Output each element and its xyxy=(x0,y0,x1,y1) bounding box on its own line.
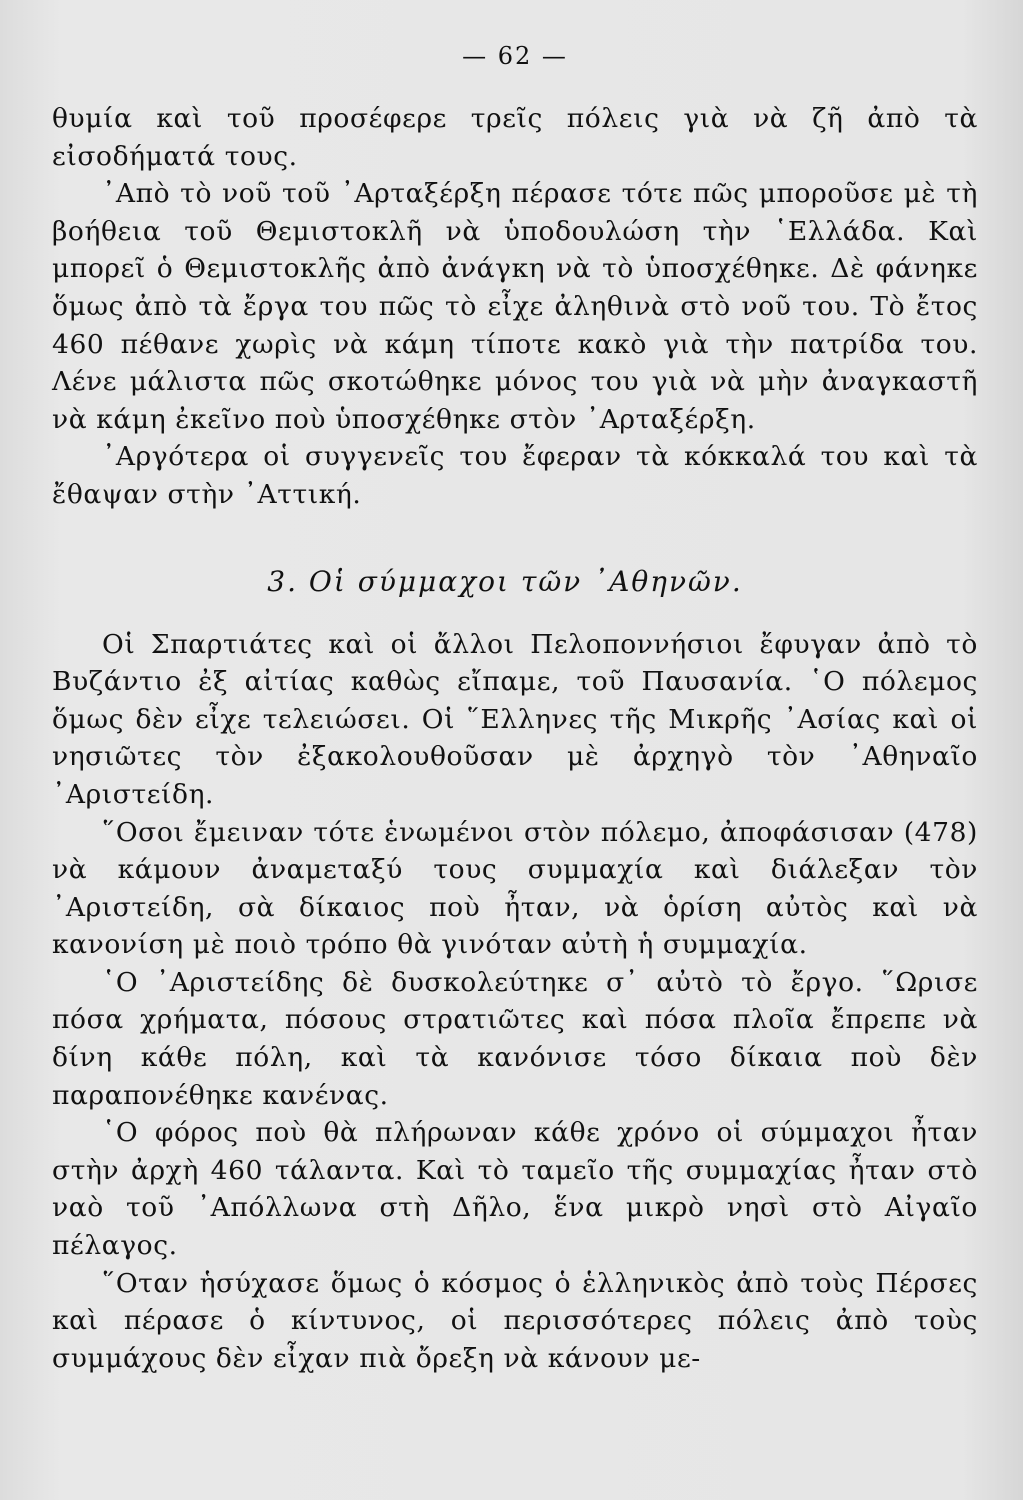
paragraph: ῞Οσοι ἔμειναν τότε ἑνωμένοι στὸν πόλεμο, ἀποφάσισαν (478) νὰ κάμουν ἀναμεταξύ τους συμμαχία καὶ διάλεξαν τὸν ᾿Αριστείδη, σὰ δίκαιος ποὺ ἦταν, νὰ ὁρίση αὐτὸς καὶ νὰ κανονίση μὲ ποιὸ τρόπο θὰ γινόταν αὐτὴ ἡ συμμαχία. xyxy=(52,816,978,961)
section-heading: 3. Οἱ σύμμαχοι τῶν ᾿Αθηνῶν. xyxy=(267,564,743,598)
body-text xyxy=(52,100,978,1377)
paragraph: Οἱ Σπαρτιάτες καὶ οἱ ἄλλοι Πελοποννήσιοι ἔφυγαν ἀπὸ τὸ Βυζάντιο ἐξ αἰτίας καθὼς εἴπαμε, τοῦ Παυσανία. ῾Ο πόλεμος ὅμως δὲν εἶχε τελειώσει. Οἱ ῞Ελληνες τῆς Μικρῆς ᾿Ασίας καὶ οἱ νησιῶτες τὸν ἐξακολουθοῦσαν μὲ ἀρχηγὸ τὸν ᾿Αθηναῖο ᾿Αριστείδη. xyxy=(52,628,978,810)
page-number: — 62 — xyxy=(462,42,568,70)
paragraph: ᾿Απὸ τὸ νοῦ τοῦ ᾿Αρταξέρξη πέρασε τότε πῶς μποροῦσε μὲ τὴ βοήθεια τοῦ Θεμιστοκλῆ νὰ ὑποδουλώση τὴν ῾Ελλάδα. Καὶ μπορεῖ ὁ Θεμιστοκλῆς ἀπὸ ἀνάγκη νὰ τὸ ὑποσχέθηκε. Δὲ φάνηκε ὅμως ἀπὸ τὰ ἔργα του πῶς τὸ εἶχε ἀληθινὰ στὸ νοῦ του. Τὸ ἔτος 460 πέθανε χωρὶς νὰ κάμη τίποτε κακὸ γιὰ τὴν πατρίδα του. Λένε μάλιστα πῶς σκοτώθηκε μόνος του γιὰ νὰ μὴν ἀναγκαστῆ νὰ κάμη ἐκεῖνο ποὺ ὑποσχέθηκε στὸν ᾿Αρταξέρξη. xyxy=(52,178,978,435)
paragraph: ῾Ο ᾿Αριστείδης δὲ δυσκολεύτηκε σ᾿ αὐτὸ τὸ ἔργο. ῞Ωρισε πόσα χρήματα, πόσους στρατιῶτες καὶ πόσα πλοῖα ἔπρεπε νὰ δίνη κάθε πόλη, καὶ τὰ κανόνισε τόσο δίκαια ποὺ δὲν παραπονέθηκε κανένας. xyxy=(52,966,978,1111)
paragraph: ῾Ο φόρος ποὺ θὰ πλήρωναν κάθε χρόνο οἱ σύμμαχοι ἦταν στὴν ἀρχὴ 460 τάλαντα. Καὶ τὸ ταμεῖο τῆς συμμαχίας ἦταν στὸ ναὸ τοῦ ᾿Απόλλωνα στὴ Δῆλο, ἕνα μικρὸ νησὶ στὸ Αἰγαῖο πέλαγος. xyxy=(52,1117,978,1262)
paragraph: θυμία καὶ τοῦ προσέφερε τρεῖς πόλεις γιὰ νὰ ζῆ ἀπὸ τὰ εἰσοδήματά τους. xyxy=(52,103,978,172)
paragraph: ῞Οταν ἡσύχασε ὅμως ὁ κόσμος ὁ ἑλληνικὸς ἀπὸ τοὺς Πέρσες καὶ πέρασε ὁ κίντυνος, οἱ περισσότερες πόλεις ἀπὸ τοὺς συμμάχους δὲν εἶχαν πιὰ ὄρεξη νὰ κάνουν με- xyxy=(52,1267,978,1374)
paragraph: ᾿Αργότερα οἱ συγγενεῖς του ἔφεραν τὰ κόκκαλά του καὶ τὰ ἔθαψαν στὴν ᾿Αττική. xyxy=(52,441,978,510)
